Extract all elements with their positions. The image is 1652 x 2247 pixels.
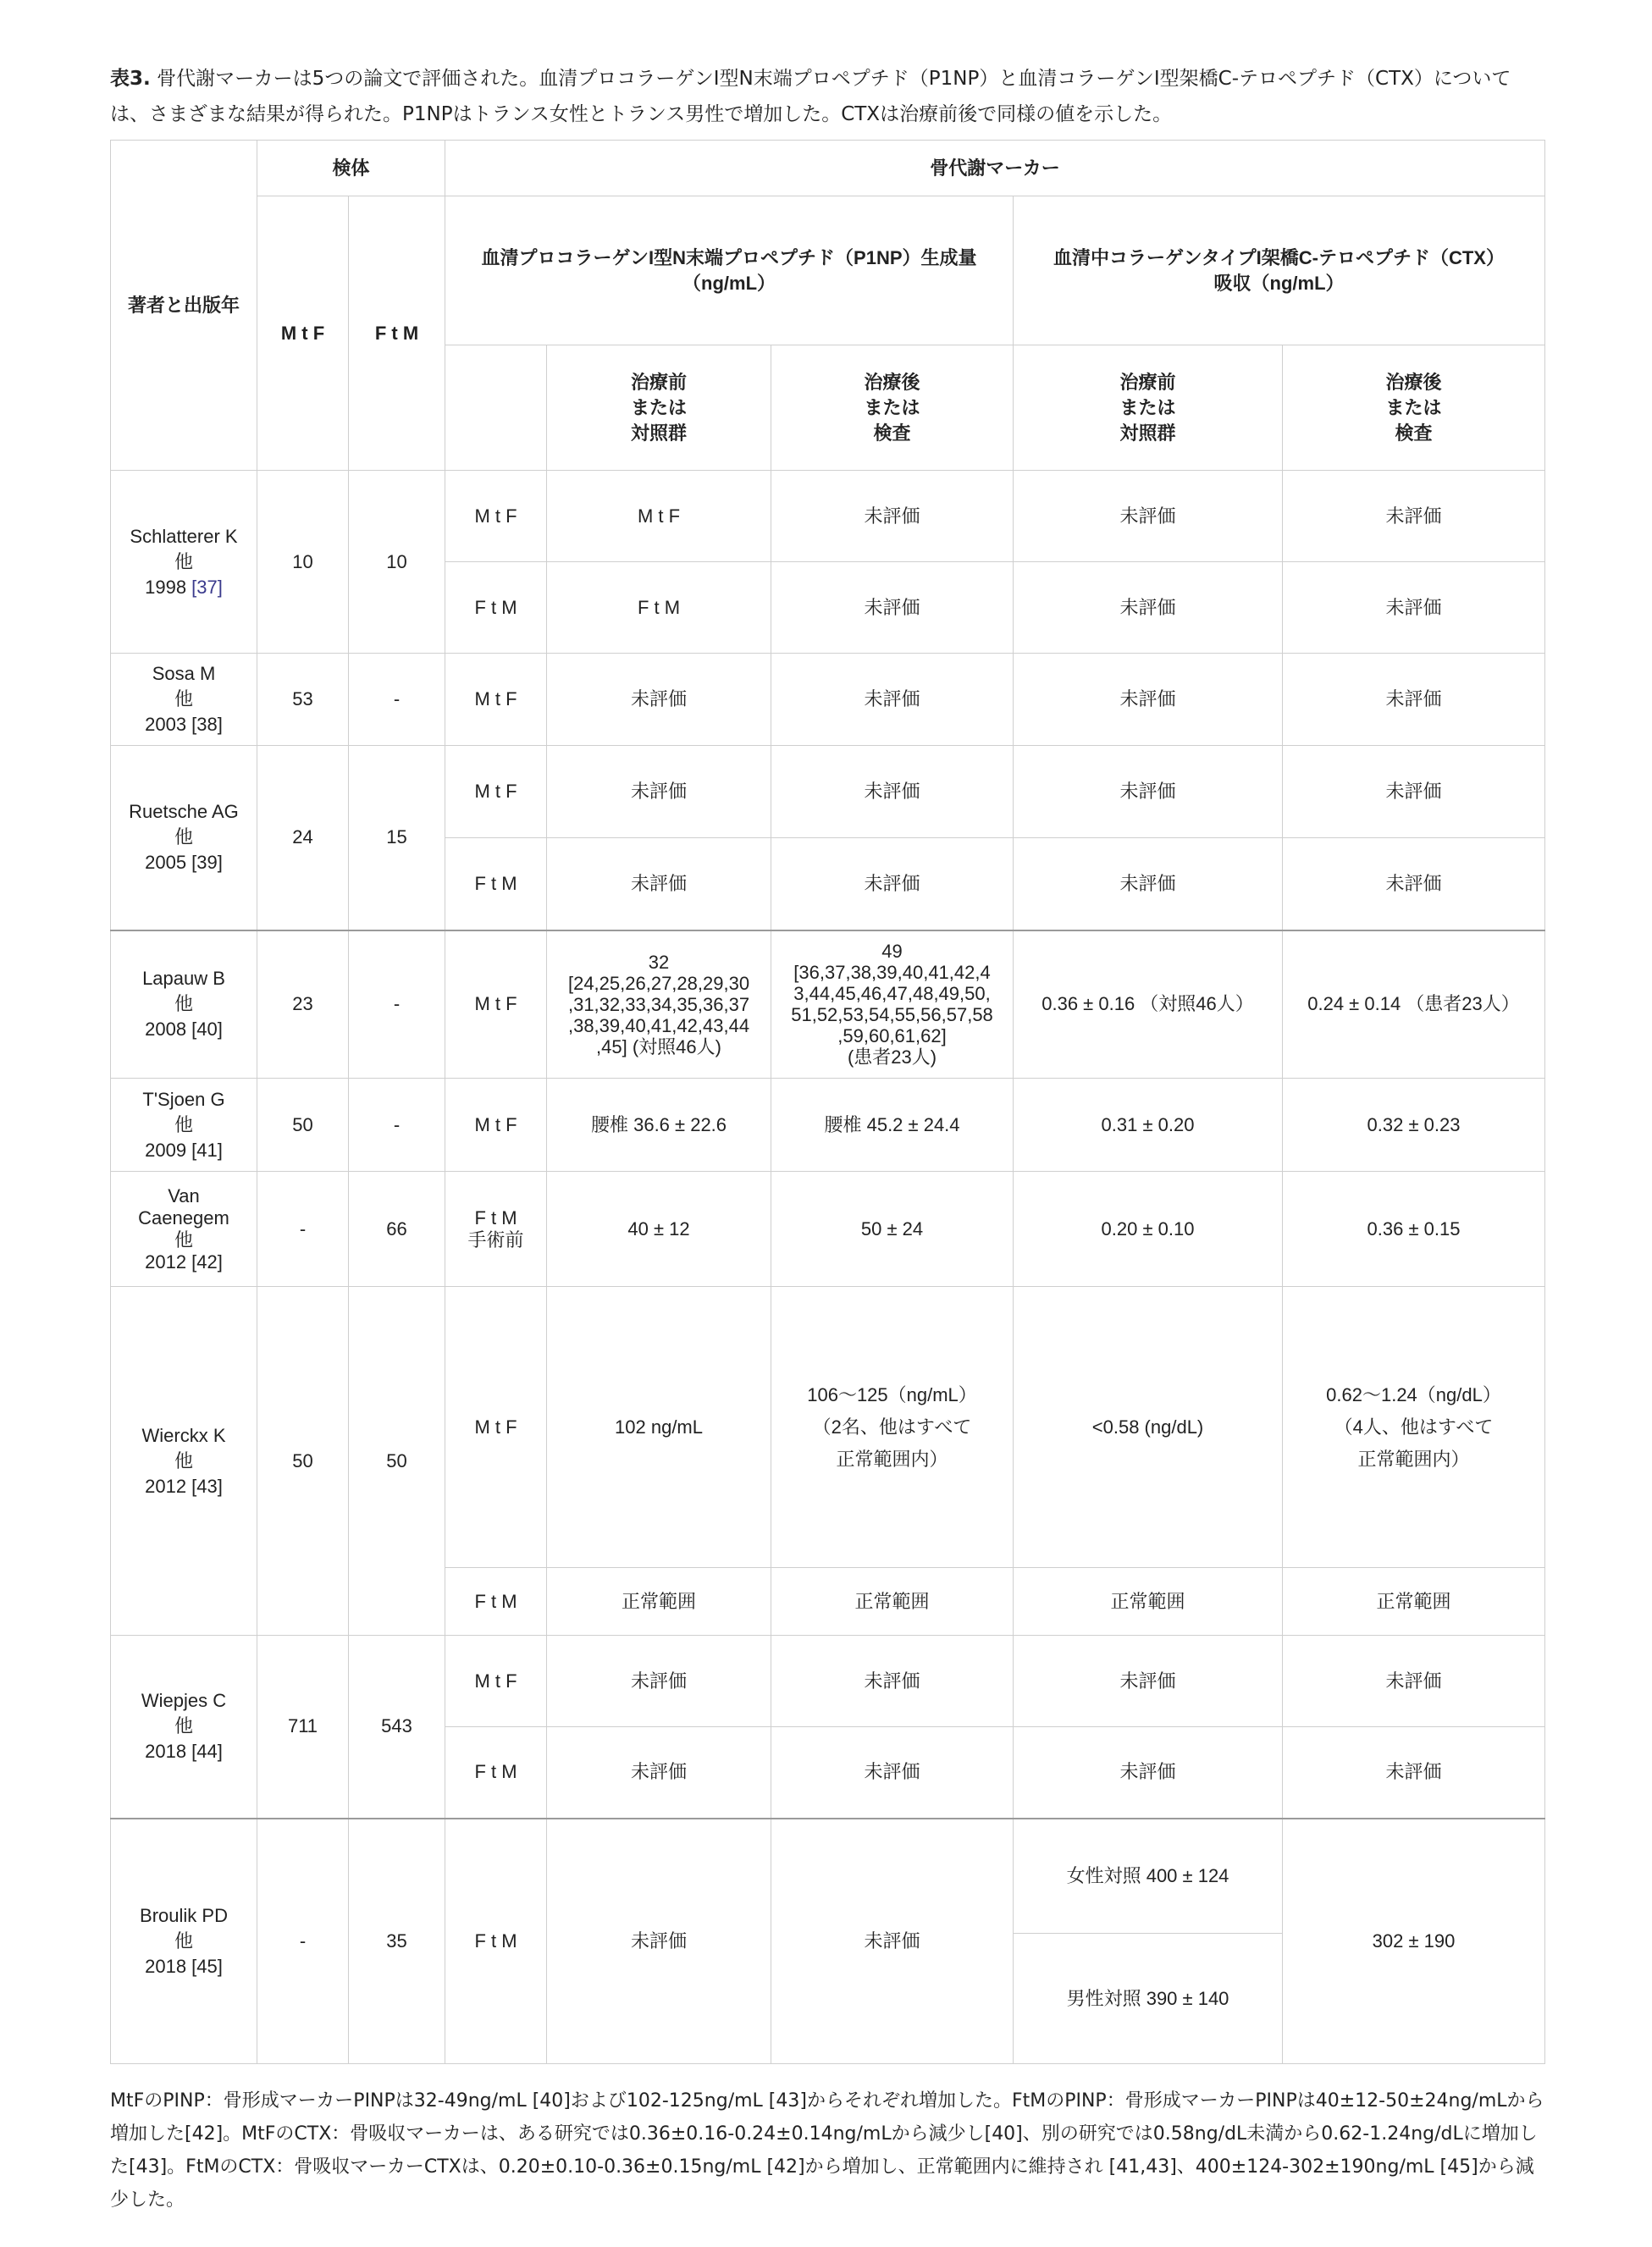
group-cell: M t F — [445, 1287, 547, 1568]
ctx-post-cell: 未評価 — [1283, 838, 1545, 930]
header-ftm: F t M — [349, 196, 445, 471]
group-cell: M t F — [445, 930, 547, 1079]
group-cell: F t M — [445, 1568, 547, 1636]
p1np-post-cell: 未評価 — [771, 654, 1014, 746]
table-row — [111, 1287, 1545, 1568]
p1np-pre-cell: 腰椎 36.6 ± 22.6 — [547, 1079, 771, 1172]
ctx-pre-cell: <0.58 (ng/dL) — [1014, 1287, 1283, 1568]
group-cell: F t M — [445, 1727, 547, 1819]
p1np-post-cell: 未評価 — [771, 746, 1014, 838]
ctx-post-cell: 未評価 — [1283, 746, 1545, 838]
author-cell: Wierckx K 他 2012 [43] — [111, 1287, 257, 1636]
author-cell: Lapauw B 他 2008 [40] — [111, 930, 257, 1079]
table-row — [111, 746, 1545, 838]
header-p1np: 血清プロコラーゲンI型N末端プロペプチド（P1NP）生成量 （ng/mL） — [445, 196, 1014, 345]
author-cell: Schlatterer K 他 1998 [37] — [111, 471, 257, 654]
p1np-pre-cell: 32 [24,25,26,27,28,29,30 ,31,32,33,34,35,36,37 ,38,39,40,41,42,43,44 ,45] (対照46人) — [547, 930, 771, 1079]
p1np-pre-cell: 正常範囲 — [547, 1568, 771, 1636]
ctx-post-cell: 0.24 ± 0.14 （患者23人） — [1283, 930, 1545, 1079]
ftm-count: 66 — [349, 1172, 445, 1287]
p1np-post-cell: 未評価 — [771, 838, 1014, 930]
table-row — [111, 1636, 1545, 1727]
header-ctx: 血清中コラーゲンタイプI架橋C-テロペプチド（CTX） 吸収（ng/mL） — [1014, 196, 1545, 345]
bone-marker-table — [110, 140, 1545, 2064]
ctx-pre-cell: 未評価 — [1014, 471, 1283, 562]
group-cell: F t M — [445, 1819, 547, 2064]
p1np-post-cell: 腰椎 45.2 ± 24.4 — [771, 1079, 1014, 1172]
p1np-post-cell: 50 ± 24 — [771, 1172, 1014, 1287]
header-p1np-pre: 治療前 または 対照群 — [547, 345, 771, 471]
header-author: 著者と出版年 — [111, 141, 257, 471]
ctx-post-cell: 未評価 — [1283, 654, 1545, 746]
ctx-pre-cell: 0.36 ± 0.16 （対照46人） — [1014, 930, 1283, 1079]
p1np-post-cell: 未評価 — [771, 562, 1014, 654]
ctx-post-cell: 302 ± 190 — [1283, 1819, 1545, 2064]
group-cell: F t M 手術前 — [445, 1172, 547, 1287]
p1np-pre-cell: 未評価 — [547, 654, 771, 746]
header-group-blank — [445, 345, 547, 471]
ftm-count: 35 — [349, 1819, 445, 2064]
table-row — [111, 654, 1545, 746]
ftm-count: 50 — [349, 1287, 445, 1636]
ctx-pre-cell: 未評価 — [1014, 562, 1283, 654]
ctx-pre-cell: 未評価 — [1014, 1727, 1283, 1819]
p1np-post-cell: 106〜125（ng/mL） （2名、他はすべて 正常範囲内） — [771, 1287, 1014, 1568]
table-row — [111, 1172, 1545, 1287]
author-cell: Broulik PD 他 2018 [45] — [111, 1819, 257, 2064]
ftm-count: 10 — [349, 471, 445, 654]
author-cell: T'Sjoen G 他 2009 [41] — [111, 1079, 257, 1172]
ctx-pre-cell: 未評価 — [1014, 746, 1283, 838]
group-cell: M t F — [445, 1636, 547, 1727]
table-caption — [110, 61, 1550, 132]
ftm-count: 15 — [349, 746, 445, 930]
author-cell: Sosa M 他 2003 [38] — [111, 654, 257, 746]
group-cell: M t F — [445, 1079, 547, 1172]
table-row — [111, 1819, 1545, 1934]
ctx-post-cell: 未評価 — [1283, 562, 1545, 654]
mtf-count: 24 — [257, 746, 349, 930]
p1np-post-cell: 未評価 — [771, 1636, 1014, 1727]
table-row — [111, 471, 1545, 562]
p1np-post-cell: 49 [36,37,38,39,40,41,42,4 3,44,45,46,47,48,49,50, 51,52,53,54,55,56,57,58 ,59,60,61,62] (患者23人) — [771, 930, 1014, 1079]
table-row — [111, 1079, 1545, 1172]
p1np-post-cell: 未評価 — [771, 471, 1014, 562]
header-markers: 骨代謝マーカー — [445, 141, 1545, 196]
caption-text: 骨代謝マーカーは5つの論文で評価された。血清プロコラーゲンI型N末端プロペプチド（P1NP）と血清コラーゲンI型架橋C-テロペプチド（CTX）については、さまざまな結果が得られた。P1NPはトランス女性とトランス男性で増加した。CTXは治療前後で同様の値を示した。 — [110, 68, 1511, 125]
p1np-pre-cell: 未評価 — [547, 838, 771, 930]
p1np-pre-cell: 40 ± 12 — [547, 1172, 771, 1287]
ctx-post-cell: 0.36 ± 0.15 — [1283, 1172, 1545, 1287]
mtf-count: - — [257, 1172, 349, 1287]
ctx-pre-cell: 0.31 ± 0.20 — [1014, 1079, 1283, 1172]
ctx-pre-female-cell: 女性対照 400 ± 124 — [1014, 1819, 1283, 1934]
mtf-count: 711 — [257, 1636, 349, 1819]
author-cell: Van Caenegem 他 2012 [42] — [111, 1172, 257, 1287]
group-cell: F t M — [445, 562, 547, 654]
ftm-count: 543 — [349, 1636, 445, 1819]
group-cell: F t M — [445, 838, 547, 930]
group-cell: M t F — [445, 471, 547, 562]
p1np-post-cell: 未評価 — [771, 1819, 1014, 2064]
header-ctx-post: 治療後 または 検査 — [1283, 345, 1545, 471]
ctx-post-cell: 未評価 — [1283, 1636, 1545, 1727]
mtf-count: 10 — [257, 471, 349, 654]
ctx-pre-cell: 未評価 — [1014, 654, 1283, 746]
ctx-post-cell: 正常範囲 — [1283, 1568, 1545, 1636]
group-cell: M t F — [445, 746, 547, 838]
p1np-pre-cell: 未評価 — [547, 1727, 771, 1819]
ctx-post-cell: 0.32 ± 0.23 — [1283, 1079, 1545, 1172]
ctx-post-cell: 0.62〜1.24（ng/dL） （4人、他はすべて 正常範囲内） — [1283, 1287, 1545, 1568]
caption-label: 表3. — [110, 68, 151, 90]
header-mtf: M t F — [257, 196, 349, 471]
table-row — [111, 930, 1545, 1079]
group-cell: M t F — [445, 654, 547, 746]
p1np-post-cell: 未評価 — [771, 1727, 1014, 1819]
p1np-pre-cell: 未評価 — [547, 1636, 771, 1727]
ftm-count: - — [349, 1079, 445, 1172]
header-p1np-post: 治療後 または 検査 — [771, 345, 1014, 471]
p1np-pre-cell: 未評価 — [547, 746, 771, 838]
ctx-pre-cell: 未評価 — [1014, 838, 1283, 930]
mtf-count: - — [257, 1819, 349, 2064]
mtf-count: 50 — [257, 1079, 349, 1172]
ftm-count: - — [349, 930, 445, 1079]
ctx-pre-cell: 正常範囲 — [1014, 1568, 1283, 1636]
ctx-pre-cell: 0.20 ± 0.10 — [1014, 1172, 1283, 1287]
p1np-post-cell: 正常範囲 — [771, 1568, 1014, 1636]
mtf-count: 23 — [257, 930, 349, 1079]
ctx-post-cell: 未評価 — [1283, 1727, 1545, 1819]
author-cell: Ruetsche AG 他 2005 [39] — [111, 746, 257, 930]
ftm-count: - — [349, 654, 445, 746]
p1np-pre-cell: 未評価 — [547, 1819, 771, 2064]
p1np-pre-cell: F t M — [547, 562, 771, 654]
header-ctx-pre: 治療前 または 対照群 — [1014, 345, 1283, 471]
header-specimen: 検体 — [257, 141, 445, 196]
ctx-post-cell: 未評価 — [1283, 471, 1545, 562]
p1np-pre-cell: 102 ng/mL — [547, 1287, 771, 1568]
table-footnote: MtFのPINP：骨形成マーカーPINPは32-49ng/mL [40]および102-125ng/mL [43]からそれぞれ増加した。FtMのPINP：骨形成マーカーPINPは40±12-50±24ng/mLから増加した[42]。MtFのCTX：骨吸収マーカーは、ある研究では0.36±0.16-0.24±0.14ng/mLから減少し[40]、別の研究では0.58ng/dL未満から0.62-1.24ng/dLに増加した[43]。FtMのCTX：骨吸収マーカーCTXは、0.20±0.10-0.36±0.15ng/mL [42]から増加し、正常範囲内に維持され [41,43]、400±124-302±190ng/mL [45]から減少した。 — [110, 2090, 1544, 2211]
mtf-count: 50 — [257, 1287, 349, 1636]
mtf-count: 53 — [257, 654, 349, 746]
author-cell: Wiepjes C 他 2018 [44] — [111, 1636, 257, 1819]
p1np-pre-cell: M t F — [547, 471, 771, 562]
ctx-pre-male-cell: 男性対照 390 ± 140 — [1014, 1934, 1283, 2064]
ctx-pre-cell: 未評価 — [1014, 1636, 1283, 1727]
